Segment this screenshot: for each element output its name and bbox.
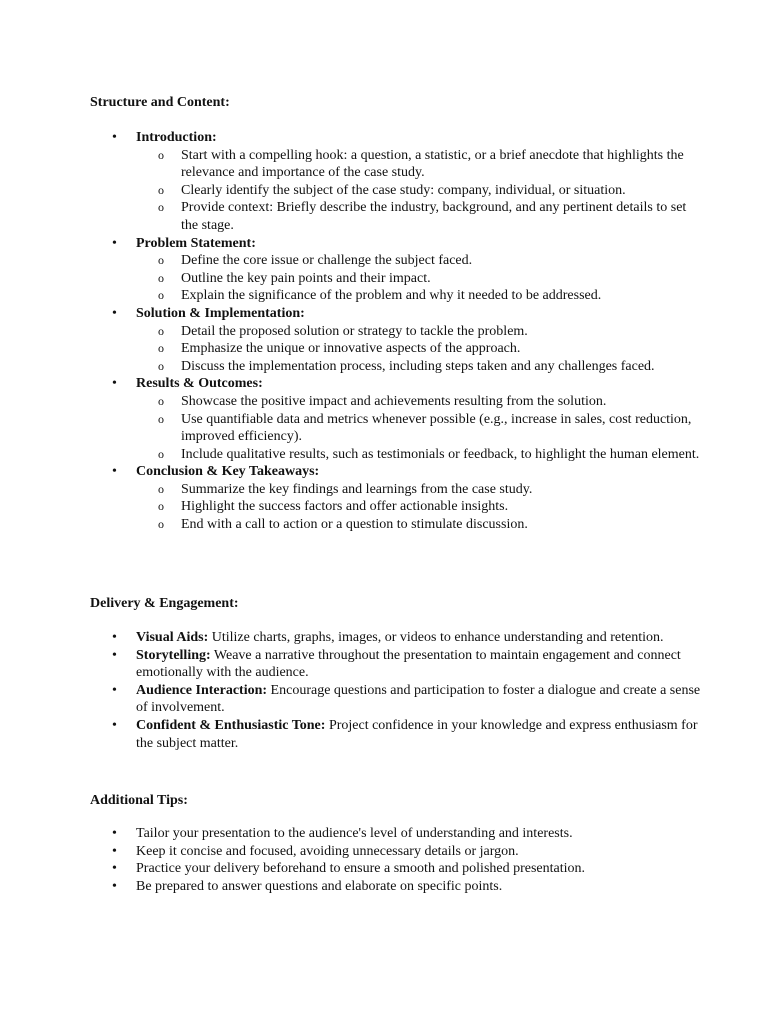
item-label: Audience Interaction: — [136, 682, 268, 698]
list-item-confident-tone — [112, 717, 702, 752]
bullet-icon: • — [112, 464, 117, 480]
item-text: Practice your delivery beforehand to ensure a smooth and polished presentation. — [136, 861, 586, 877]
list-item-introduction — [112, 129, 702, 235]
sub-list-item — [136, 147, 702, 182]
sub-list — [136, 323, 702, 376]
sub-item-text: Discuss the implementation process, including steps taken and any challenges faced. — [181, 358, 655, 374]
list-item-audience-interaction — [112, 682, 702, 717]
bullet-icon: • — [112, 861, 117, 877]
sub-list-item — [136, 516, 702, 534]
sub-list-item — [136, 481, 702, 499]
sub-item-text: Start with a compelling hook: a question, a statistic, or a brief anecdote that highlights the relevance and importance of the case study. — [181, 147, 684, 181]
sub-item-text: Showcase the positive impact and achievements resulting from the solution. — [181, 393, 607, 409]
circle-bullet-icon: o — [158, 517, 164, 532]
circle-bullet-icon: o — [158, 200, 164, 215]
item-label: Solution & Implementation: — [136, 305, 305, 321]
item-label: Confident & Enthusiastic Tone: — [136, 717, 326, 733]
sub-list-item — [136, 287, 702, 305]
list-item-visual-aids — [112, 629, 702, 647]
sub-list-item — [136, 252, 702, 270]
list-item-tip — [112, 878, 702, 896]
sub-list — [136, 481, 702, 534]
sub-item-text: Include qualitative results, such as testimonials or feedback, to highlight the human element. — [181, 446, 700, 462]
item-label: Storytelling: — [136, 647, 211, 663]
item-label: Visual Aids: — [136, 630, 209, 645]
bullet-icon: • — [112, 647, 117, 663]
circle-bullet-icon: o — [158, 270, 164, 285]
sub-list-item — [136, 270, 702, 288]
sub-list — [136, 252, 702, 305]
sub-list — [136, 393, 702, 463]
sub-list-item — [136, 182, 702, 200]
bullet-icon: • — [112, 717, 117, 733]
item-label: Introduction: — [136, 130, 217, 145]
circle-bullet-icon: o — [158, 481, 164, 496]
sub-list-item — [136, 199, 702, 234]
list-item-storytelling — [112, 647, 702, 682]
sub-list — [136, 147, 702, 235]
list-item-problem-statement — [112, 235, 702, 305]
circle-bullet-icon: o — [158, 341, 164, 356]
sub-item-text: Outline the key pain points and their impact. — [181, 270, 431, 286]
item-label: Results & Outcomes: — [136, 376, 263, 392]
sub-item-text: Summarize the key findings and learnings from the case study. — [181, 481, 533, 497]
sub-list-item — [136, 393, 702, 411]
structure-list — [112, 129, 702, 534]
circle-bullet-icon: o — [158, 323, 164, 338]
bullet-icon: • — [112, 878, 117, 894]
item-label: Conclusion & Key Takeaways: — [136, 464, 320, 480]
list-item-tip — [112, 825, 702, 843]
section-heading-tips: Additional Tips: — [90, 793, 188, 808]
list-item-conclusion — [112, 463, 702, 533]
item-text: Project confidence in your knowledge and express enthusiasm for the subject matter. — [136, 717, 698, 751]
sub-list-item — [136, 411, 702, 446]
bullet-icon: • — [112, 630, 117, 645]
sub-item-text: Use quantifiable data and metrics whenever possible (e.g., increase in sales, cost reduction, improved efficiency). — [181, 411, 692, 445]
sub-item-text: Emphasize the unique or innovative aspects of the approach. — [181, 341, 521, 357]
bullet-icon: • — [112, 843, 117, 859]
bullet-icon: • — [112, 305, 117, 321]
sub-item-text: Explain the significance of the problem and why it needed to be addressed. — [181, 288, 602, 304]
sub-list-item — [136, 498, 702, 516]
section-heading-structure: Structure and Content: — [90, 95, 230, 110]
item-text: Tailor your presentation to the audience's level of understanding and interests. — [136, 826, 573, 841]
circle-bullet-icon: o — [158, 288, 164, 303]
circle-bullet-icon: o — [158, 411, 164, 426]
bullet-icon: • — [112, 130, 117, 145]
sub-item-text: Highlight the success factors and offer actionable insights. — [181, 499, 509, 515]
item-text: Utilize charts, graphs, images, or videos to enhance understanding and retention. — [211, 630, 664, 645]
circle-bullet-icon: o — [158, 393, 164, 408]
sub-list-item — [136, 323, 702, 341]
circle-bullet-icon: o — [158, 182, 164, 197]
sub-item-text: Provide context: Briefly describe the industry, background, and any pertinent details to set the stage. — [181, 200, 687, 233]
sub-item-text: Define the core issue or challenge the subject faced. — [181, 253, 473, 269]
delivery-list — [112, 629, 702, 752]
list-item-tip — [112, 860, 702, 878]
sub-item-text: Clearly identify the subject of the case study: company, individual, or situation. — [181, 182, 626, 198]
sub-list-item — [136, 340, 702, 358]
item-text: Encourage questions and participation to foster a dialogue and create a sense of involvement. — [136, 682, 701, 716]
sub-list-item — [136, 446, 702, 464]
list-item-results-outcomes — [112, 375, 702, 463]
sub-list-item — [136, 358, 702, 376]
tips-list — [112, 825, 702, 895]
bullet-icon: • — [112, 235, 117, 251]
circle-bullet-icon: o — [158, 446, 164, 461]
list-item-tip — [112, 843, 702, 861]
item-label: Problem Statement: — [136, 235, 256, 251]
item-text: Keep it concise and focused, avoiding unnecessary details or jargon. — [136, 843, 519, 859]
bullet-icon: • — [112, 682, 117, 698]
circle-bullet-icon: o — [158, 253, 164, 268]
sub-item-text: End with a call to action or a question to stimulate discussion. — [181, 517, 528, 533]
circle-bullet-icon: o — [158, 358, 164, 373]
circle-bullet-icon: o — [158, 147, 164, 162]
list-item-solution-implementation — [112, 305, 702, 375]
bullet-icon: • — [112, 376, 117, 392]
item-text: Weave a narrative throughout the presentation to maintain engagement and connect emotionally with the audience. — [136, 647, 681, 681]
item-text: Be prepared to answer questions and elaborate on specific points. — [136, 878, 503, 894]
section-heading-delivery: Delivery & Engagement: — [90, 596, 239, 611]
bullet-icon: • — [112, 826, 117, 841]
circle-bullet-icon: o — [158, 499, 164, 514]
sub-item-text: Detail the proposed solution or strategy to tackle the problem. — [181, 323, 528, 339]
